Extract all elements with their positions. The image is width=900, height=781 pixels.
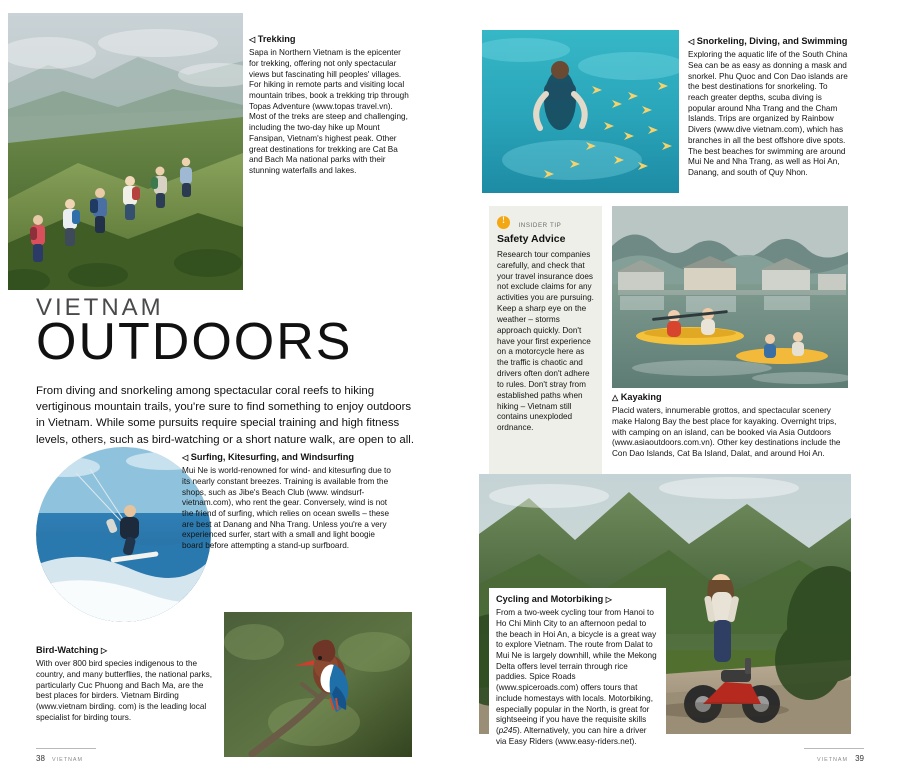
snorkeling-caption-body: Exploring the aquatic life of the South China Sea can be as easy as donning a mask and snorkel. Phu Quoc and Con Dao islands are the best destinations for snorkeling. To reach greater depths, scuba diving is popular around Nha Trang and the Cham Islands. Trips are organized by Rainbow Divers (www.dive vietnam.com), which has branches in all the best offshore dive spots. The best beaches for swimming are around Mui Ne and Nha Trang, as well as Hoi An, Danang, and south of Quy Nhon. [688,50,848,178]
caption-marker-up-icon: △ [612,393,619,402]
caption-marker-left-icon: ◁ [249,35,256,44]
trekking-caption-heading: ◁ Trekking [249,34,296,44]
folio-label-right: VIETNAM [817,757,848,763]
exclamation-circle-icon [497,216,510,229]
caption-marker-right-icon: ▷ [605,595,612,604]
cycling-caption-body-2: ). Alternatively, you can hire a driver via Easy Riders (www.easy-riders.net). [496,726,647,746]
insider-tip-body: Research tour companies carefully, and check that your travel insurance does not exclude claims for any activities you are pursuing. Keep a sharp eye on the weather – storms approach quickly. Don't have your first experience on a motorcycle here as the traffic is chaotic and drivers often don't adhere to rules. Don't stray from established paths when hiking – Vietnam still contains unexploded ordnance. [497,250,594,433]
trekking-caption [249,34,409,177]
kingfisher-photo [224,612,412,757]
cycling-caption [489,588,666,755]
folio-left: 38 [36,754,45,763]
trekking-photo [8,13,243,290]
caption-marker-right-icon: ▷ [101,646,108,655]
kayaking-caption-heading: △ Kayaking [612,392,662,402]
kayaking-photo-art [612,206,848,388]
folio-rule-left [36,748,96,749]
kayaking-photo [612,206,848,388]
page-title: OUTDOORS [36,313,353,371]
title-kicker: VIETNAM [36,294,164,321]
cycling-caption-heading: Cycling and Motorbiking ▷ [496,594,612,604]
snorkeling-caption [688,36,848,179]
insider-tip-label: INSIDER TIP [518,222,562,229]
snorkeling-photo [482,30,679,193]
caption-marker-left-icon: ◁ [182,453,189,462]
birdwatching-caption-heading: Bird-Watching ▷ [36,645,108,655]
snorkeling-caption-heading: ◁ Snorkeling, Diving, and Swimming [688,36,848,46]
insider-tip-title: Safety Advice [497,233,566,245]
caption-marker-left-icon: ◁ [688,37,695,46]
surfing-caption-body: Mui Ne is world-renowned for wind- and kitesurfing due to its nearly constant breezes. Training is available from the shops, such as Jibe's Beach Club (www. windsurf-vietnam.com), who rent the gear. Conversely, wind is not the friend of surfing, which relies on ocean swells – these are best at Danang and Nha Trang. Unless you're a very experienced surfer, start with a small and light boogie board before attempting a stand-up surfboard. [182,466,391,551]
trekking-photo-art [8,13,243,290]
cycling-page-reference: p245 [498,726,517,736]
page-title-block [36,294,416,371]
folio-right: 39 [855,754,864,763]
birdwatching-caption-body: With over 800 bird species indigenous to the country, and many butterflies, the national parks, particularly Cuc Phuong and Bach Ma, are the best places for birders. Vietnam Birding (www.vietnam birding. com) is the leading local specialist for birding tours. [36,659,212,722]
folio-label-left: VIETNAM [52,757,83,763]
kayaking-caption-body: Placid waters, innumerable grottos, and spectacular scenery make Halong Bay the best place for kayaking. Overnight trips, with camping on an island, can be booked via Asia Outdoors (www.asiaoutdoors.com.vn). Other key destinations include the Con Dao Islands, Cat Ba Island, Dalat, and around Hoi An. [612,406,841,458]
insider-tip-header [497,214,594,232]
snorkeling-photo-art [482,30,679,193]
birdwatching-caption [36,645,214,723]
trekking-caption-body: Sapa in Northern Vietnam is the epicenter for trekking, offering not only spectacular views but fascinating hill peoples' villages. For hiking in remote parts and visiting local mountain tribes, book a trekking trip through Topas Adventure (www.topas travel.vn). Most of the treks are steep and challenging, including the two-day hike up Mount Fansipan, Vietnam's highest peak. Other great destinations for trekking are Cat Ba and Bach Ma national parks with their stunning waterfalls and lakes. [249,48,409,176]
cycling-caption-body-1: From a two-week cycling tour from Hanoi to Ho Chi Minh City to an afternoon pedal to the beach in Hoi An, a bicycle is a great way to explore Vietnam. The route from Dalat to Mui Ne is largely downhill, while the Mekong Delta offers level terrain through rice paddies. Spice Roads (www.spiceroads.com) offers tours that include homestays with locals. Motorbiking, especially popular in the North, is great for sightseeing if you have the requisite skills ( [496,608,657,736]
kayaking-caption [612,392,850,460]
surfing-caption [182,452,397,552]
surfing-caption-heading: ◁ Surfing, Kitesurfing, and Windsurfing [182,452,354,462]
folio-rule-right [804,748,864,749]
kingfisher-photo-art [224,612,412,757]
intro-paragraph: From diving and snorkeling among spectacular coral reefs to hiking vertiginous mountain trails, you're sure to find something to enjoy outdoors in Vietnam. While some pursuits require special training and high fitness levels, others, such as bird-watching or a short nature walk, are open to all. [36,385,414,446]
